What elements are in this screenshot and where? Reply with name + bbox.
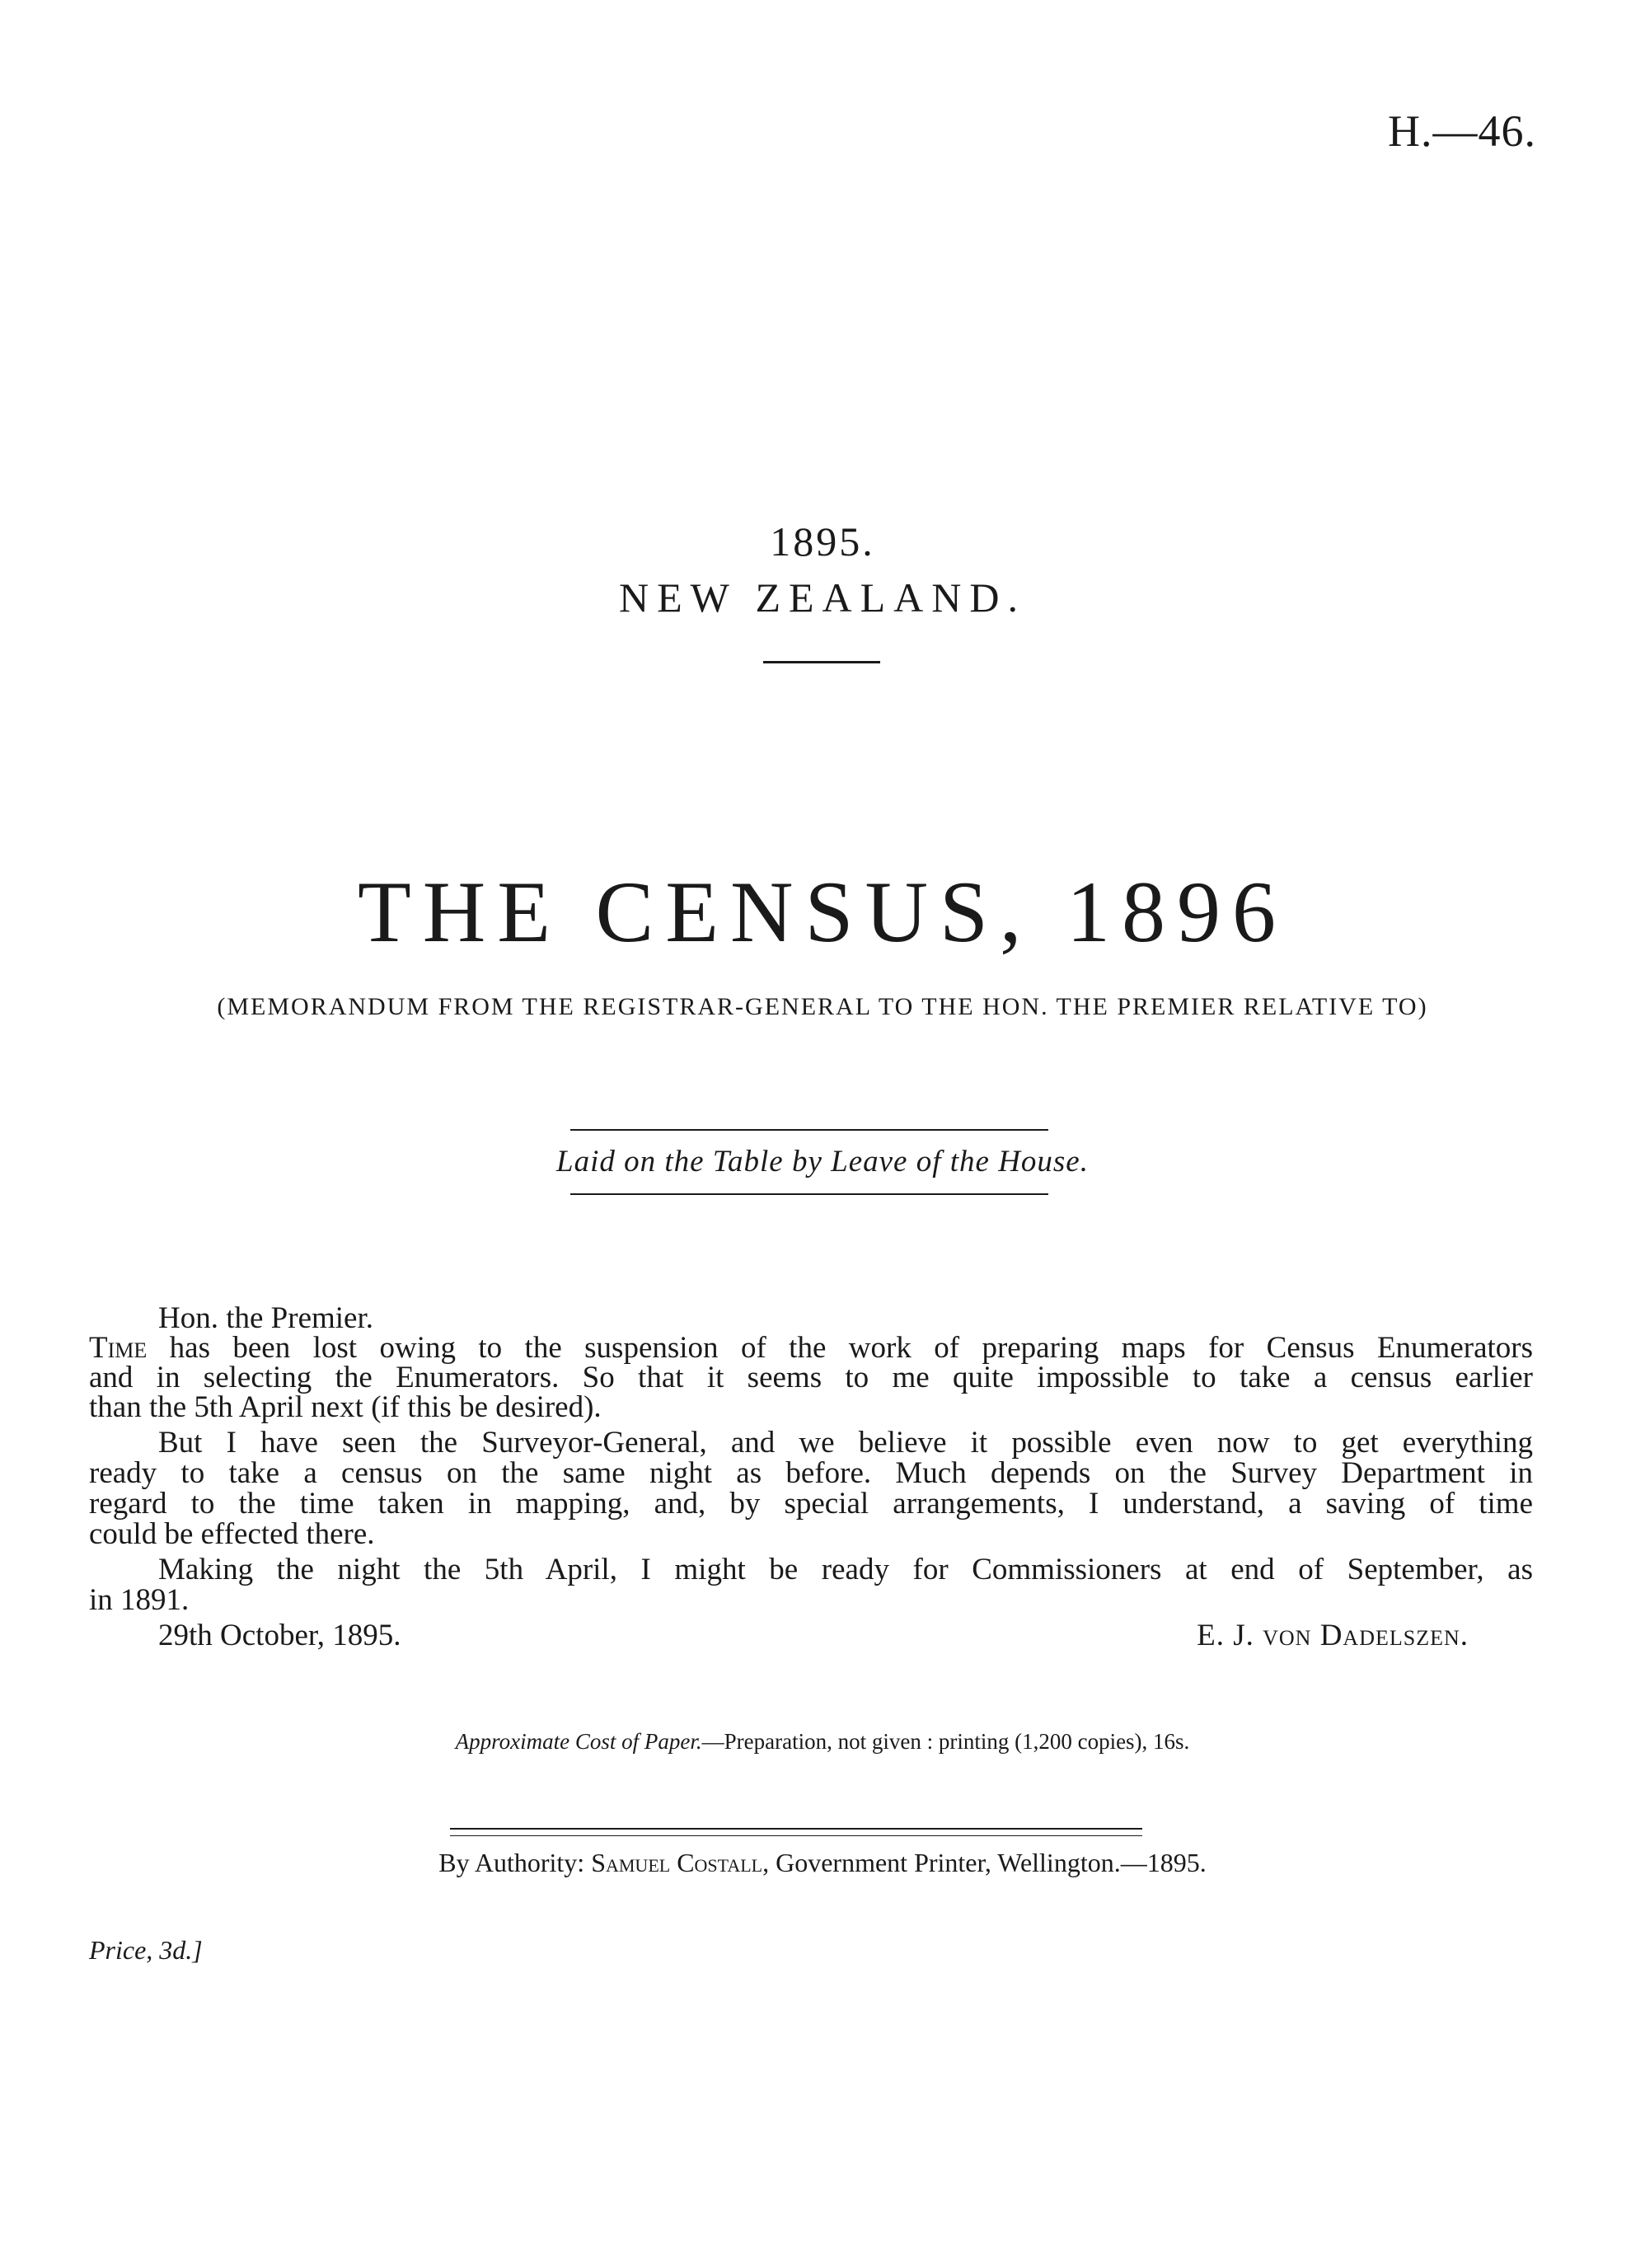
imprint-printer-name: Samuel Costall <box>591 1848 763 1877</box>
imprint-prefix: By Authority: <box>438 1848 592 1877</box>
authority-rule <box>450 1828 1142 1830</box>
memo-date: 29th October, 1895. <box>158 1619 401 1652</box>
memo-line <box>89 1333 1533 1363</box>
memo-line: regard to the time taken in mapping, and, by special arrangements, I understand, a saving of time <box>89 1487 1533 1521</box>
memo-line: than the 5th April next (if this be desired). <box>89 1390 602 1424</box>
laid-rule-top <box>570 1129 1048 1131</box>
memo-line: in 1891. <box>89 1583 190 1617</box>
document-title: THE CENSUS, 1896 <box>357 864 1287 960</box>
session-year: 1895. <box>770 518 875 565</box>
memo-line: could be effected there. <box>89 1517 375 1551</box>
country-heading: NEW ZEALAND. <box>619 574 1026 621</box>
laid-rule-bottom <box>570 1193 1048 1195</box>
cost-text: —Preparation, not given : printing (1,200 copies), 16s. <box>701 1729 1190 1754</box>
title-divider <box>763 661 880 663</box>
memo-line: and in selecting the Enumerators. So that it seems to me quite impossible to take a census earlier <box>89 1361 1533 1394</box>
printer-imprint <box>0 1848 1645 1878</box>
memo-first-word: Time <box>89 1331 148 1365</box>
memo-salutation: Hon. the Premier. <box>158 1301 374 1335</box>
memo-line: But I have seen the Surveyor-General, and we believe it possible even now to get everything <box>158 1426 1533 1460</box>
authority-rule-thin <box>450 1835 1142 1836</box>
cost-label: Approximate Cost of Paper. <box>455 1729 702 1754</box>
memo-line-text: has been lost owing to the suspension of the work of preparing maps for Census Enumerators <box>147 1331 1533 1365</box>
memo-signature: E. J. von Dadelszen. <box>1197 1619 1469 1652</box>
imprint-suffix: , Government Printer, Wellington.—1895. <box>762 1848 1207 1877</box>
document-subtitle: (MEMORANDUM FROM THE REGISTRAR-GENERAL TO THE HON. THE PREMIER RELATIVE TO) <box>217 993 1428 1020</box>
document-reference: H.—46. <box>1388 106 1536 156</box>
memo-line: Making the night the 5th April, I might be ready for Commissioners at end of September, as <box>158 1553 1533 1586</box>
cost-of-paper-note <box>0 1729 1645 1755</box>
memo-line: ready to take a census on the same night as before. Much depends on the Survey Department in <box>89 1456 1533 1490</box>
price-note: Price, 3d.] <box>89 1935 203 1965</box>
laid-on-table-note: Laid on the Table by Leave of the House. <box>556 1145 1089 1179</box>
